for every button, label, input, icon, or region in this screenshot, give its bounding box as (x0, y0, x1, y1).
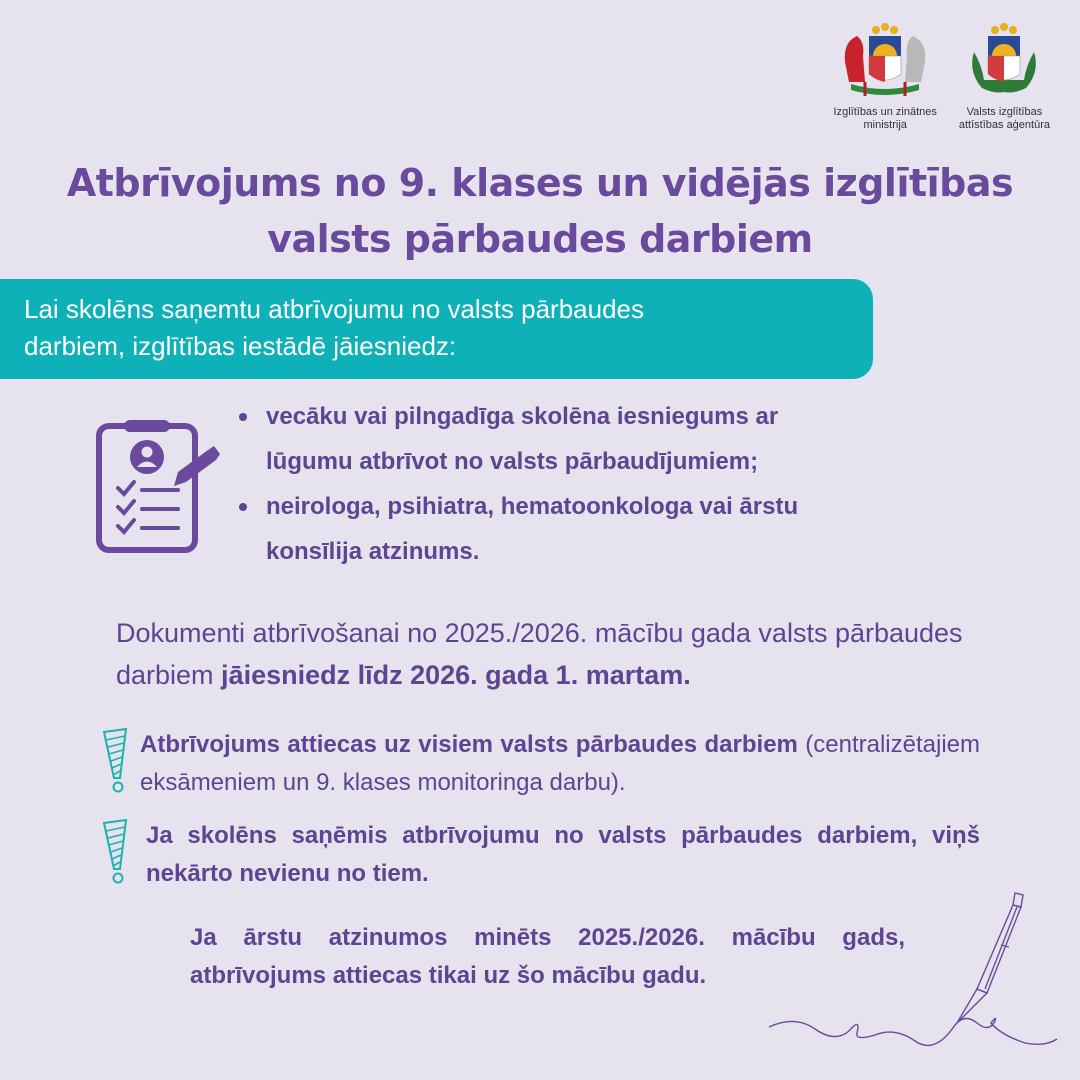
ministry-caption-line2: ministrija (863, 119, 907, 131)
note-no-exams (100, 817, 980, 893)
agency-logo (959, 22, 1050, 132)
page-title (0, 155, 1080, 267)
logos (834, 22, 1050, 132)
exclamation-icon (100, 817, 140, 887)
requirements-list (236, 394, 956, 574)
agency-caption-line1: Valsts izglītības (966, 106, 1043, 118)
pen-signature-icon (765, 885, 1065, 1065)
title-line1: Atbrīvojums no 9. klases un vidējās izglītības (66, 161, 1014, 205)
note-1-normal: (centralizētajiem eksāmeniem un 9. klases monitoringa darbu). (140, 731, 981, 796)
ministry-coat-of-arms-icon (835, 22, 935, 100)
agency-coat-of-arms-icon (964, 22, 1044, 100)
banner-line2: darbiem, izglītības iestādē jāiesniedz: (24, 331, 457, 361)
final-note: Ja ārstu atzinumos minēts 2025./2026. mācību gads, atbrīvojums attiecas tikai uz šo mācību gadu. (190, 924, 905, 989)
intro-banner (0, 279, 873, 379)
ministry-logo (834, 22, 937, 132)
requirement-item: vecāku vai pilngadīga skolēna iesniegums ar lūgumu atbrīvot no valsts pārbaudījumiem; (236, 394, 956, 484)
agency-caption-line2: attīstības aģentūra (958, 119, 1050, 131)
deadline-text (116, 612, 996, 696)
title-line2: valsts pārbaudes darbiem (267, 217, 813, 261)
note-all-exams (100, 726, 980, 802)
ministry-caption-line1: Izglītības un zinātnes (833, 106, 937, 118)
note-2-bold: Ja skolēns saņēmis atbrīvojumu no valsts pārbaudes darbiem, viņš nekārto nevienu no tiem. (146, 822, 980, 887)
deadline-bold: jāiesniedz līdz 2026. gada 1. martam. (221, 660, 691, 690)
deadline-normal: Dokumenti atbrīvošanai no 2025./2026. mācību gada valsts pārbaudes darbiem (116, 618, 963, 690)
note-1-bold: Atbrīvojums attiecas uz visiem valsts pārbaudes darbiem (140, 731, 798, 758)
banner-line1: Lai skolēns saņemtu atbrīvojumu no valsts pārbaudes (24, 294, 645, 324)
clipboard-checklist-icon (96, 420, 221, 555)
requirement-item: neirologa, psihiatra, hematoonkologa vai ārstu konsīlija atzinums. (236, 484, 956, 574)
exclamation-icon (100, 726, 140, 796)
